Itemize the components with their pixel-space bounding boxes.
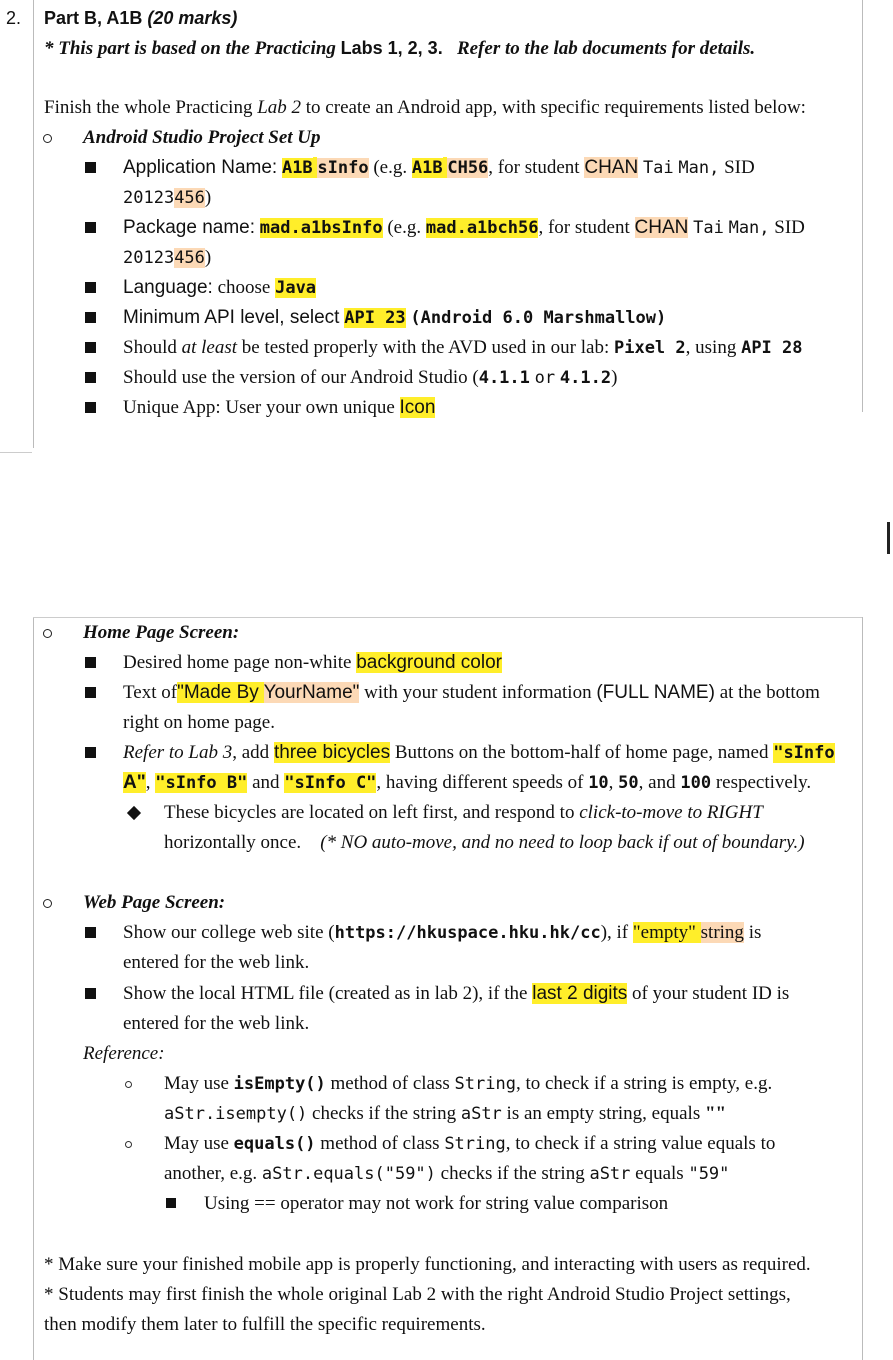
frame-right-line bbox=[862, 0, 863, 412]
scroll-marker bbox=[887, 522, 890, 554]
page-break-top bbox=[0, 452, 32, 453]
bullet-language bbox=[85, 282, 96, 293]
reference-heading: Reference: bbox=[83, 1043, 165, 1064]
footer-line-3: then modify them later to fulfill the specific requirements. bbox=[44, 1314, 486, 1335]
app-name-line: Application Name: A1B sInfo (e.g. A1B CH56, for student CHAN Tai Man, SID bbox=[123, 157, 755, 178]
college-line: Show our college web site (https://hkuspace.hku.hk/cc), if "empty" string is bbox=[123, 922, 762, 943]
home-heading: Home Page Screen: bbox=[83, 622, 240, 643]
circle-bullet-web bbox=[43, 899, 52, 908]
bullet-package bbox=[85, 222, 96, 233]
text-line-2: right on home page. bbox=[123, 712, 275, 733]
frame-right-line-2 bbox=[862, 617, 863, 1360]
section-number: 2. bbox=[6, 8, 22, 28]
bullet-local bbox=[85, 988, 96, 999]
unique-line: Unique App: User your own unique Icon bbox=[123, 397, 436, 418]
bg-line: Desired home page non-white background color bbox=[123, 652, 502, 673]
bullet-version bbox=[85, 372, 96, 383]
language-line: Language: choose Java bbox=[123, 277, 317, 298]
frame-left-line bbox=[33, 0, 34, 448]
circle-bullet-setup bbox=[43, 134, 52, 143]
bikes-sub-line-2: horizontally once. (* NO auto-move, and no need to loop back if out of boundary.) bbox=[164, 832, 805, 853]
local-line-2: entered for the web link. bbox=[123, 1013, 310, 1034]
app-name-id: 20123456) bbox=[123, 187, 212, 208]
bullet-avd bbox=[85, 342, 96, 353]
bullet-bg bbox=[85, 657, 96, 668]
bullet-unique bbox=[85, 402, 96, 413]
text-line: Text of"Made By YourName" with your student information (FULL NAME) at the bottom bbox=[123, 682, 820, 703]
circle-bullet-equals bbox=[125, 1141, 132, 1148]
college-line-2: entered for the web link. bbox=[123, 952, 310, 973]
bullet-min-api bbox=[85, 312, 96, 323]
diamond-bullet bbox=[127, 806, 141, 820]
equals-line: May use equals() method of class String, to check if a string value equals to bbox=[164, 1133, 776, 1154]
local-line: Show the local HTML file (created as in lab 2), if the last 2 digits of your student ID is bbox=[123, 983, 790, 1004]
frame-left-line-2 bbox=[33, 617, 34, 1360]
web-heading: Web Page Screen: bbox=[83, 892, 226, 913]
op-line: Using == operator may not work for string value comparison bbox=[204, 1193, 669, 1214]
bullet-app-name bbox=[85, 162, 96, 173]
bikes-line-2: A", "sInfo B" and "sInfo C", having different speeds of 10, 50, and 100 respectively. bbox=[123, 772, 812, 793]
setup-heading: Android Studio Project Set Up bbox=[83, 127, 321, 148]
package-line: Package name: mad.a1bsInfo (e.g. mad.a1bch56, for student CHAN Tai Man, SID bbox=[123, 217, 805, 238]
equals-line-2: another, e.g. aStr.equals("59") checks if the string aStr equals "59" bbox=[164, 1163, 730, 1184]
bullet-college bbox=[85, 927, 96, 938]
circle-bullet-isempty bbox=[125, 1081, 132, 1088]
section-title: Part B, A1B (20 marks) bbox=[44, 8, 238, 28]
bullet-bikes bbox=[85, 747, 96, 758]
package-id: 20123456) bbox=[123, 247, 212, 268]
isempty-line-2: aStr.isempty() checks if the string aStr is an empty string, equals "" bbox=[164, 1103, 727, 1124]
isempty-line: May use isEmpty() method of class String, to check if a string is empty, e.g. bbox=[164, 1073, 773, 1094]
bullet-op bbox=[166, 1198, 176, 1208]
bikes-line: Refer to Lab 3, add three bicycles Buttons on the bottom-half of home page, named "sInfo bbox=[123, 742, 835, 763]
bullet-text bbox=[85, 687, 96, 698]
avd-line: Should at least be tested properly with the AVD used in our lab: Pixel 2, using API 28 bbox=[123, 337, 803, 358]
bikes-sub-line: These bicycles are located on left first, and respond to click-to-move to RIGHT bbox=[164, 802, 763, 823]
footer-line-1: * Make sure your finished mobile app is properly functioning, and interacting with users as required. bbox=[44, 1254, 811, 1275]
footer-line-2: * Students may first finish the whole original Lab 2 with the right Android Studio Project settings, bbox=[44, 1284, 791, 1305]
version-line: Should use the version of our Android Studio (4.1.1 or 4.1.2) bbox=[123, 367, 618, 388]
section-note: * This part is based on the Practicing Labs 1, 2, 3. Refer to the lab documents for details. bbox=[44, 38, 756, 59]
intro-line: Finish the whole Practicing Lab 2 to create an Android app, with specific requirements listed below: bbox=[44, 97, 806, 118]
circle-bullet-home bbox=[43, 629, 52, 638]
min-api-line: Minimum API level, select API 23 (Android 6.0 Marshmallow) bbox=[123, 307, 667, 328]
